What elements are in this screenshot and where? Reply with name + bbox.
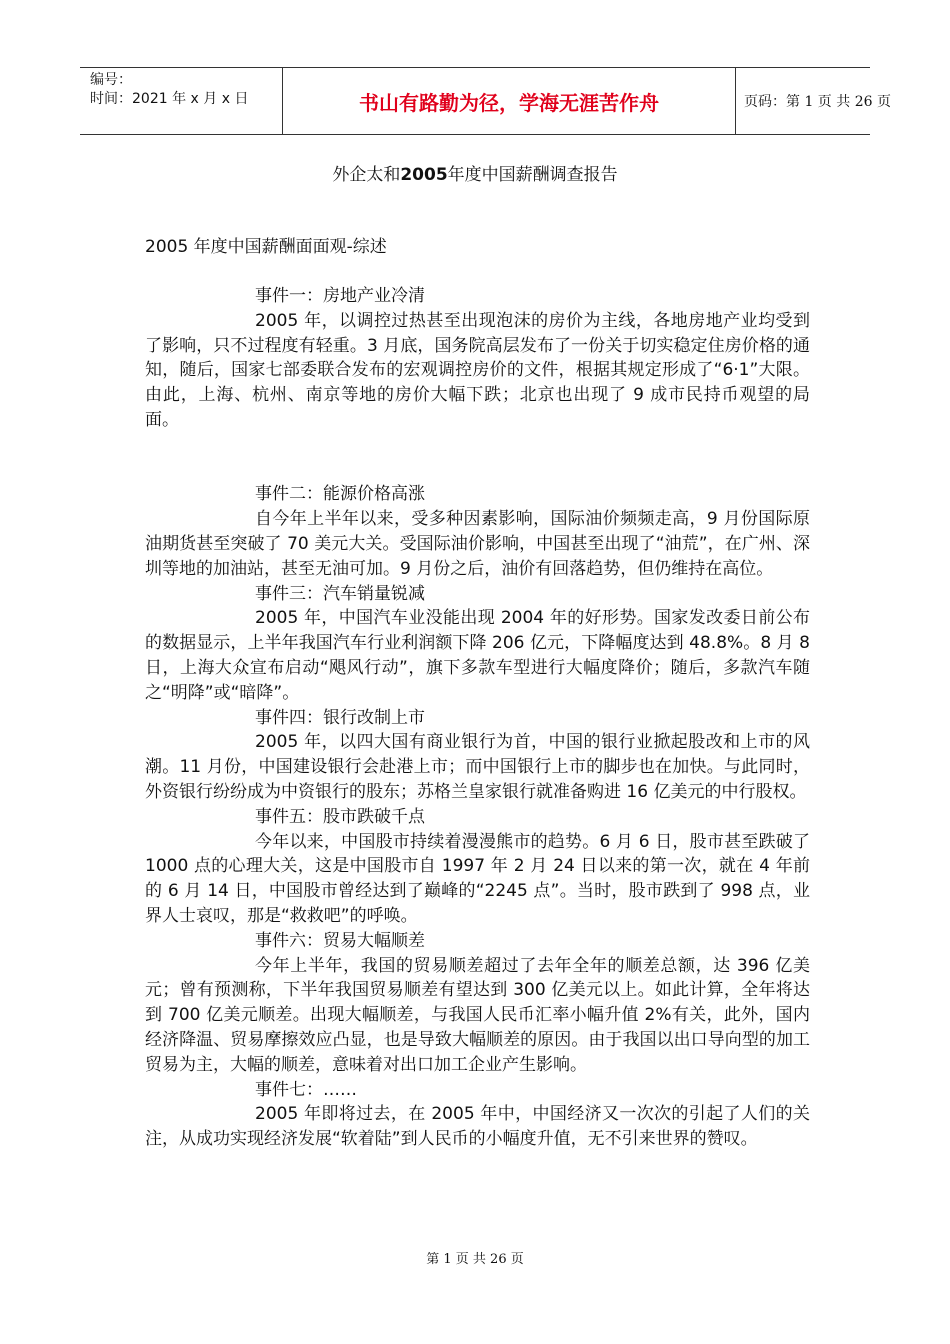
section-body: 今年上半年，我国的贸易顺差超过了去年全年的顺差总额，达 396 亿美元；曾有预测称，下半年我国贸易顺差有望达到 300 亿美元以上。如此计算，全年将达到 700 亿美元顺差。出现大幅顺差，与我国人民币汇率小幅升值 2%有关，此外，国内经济降温、贸易摩擦效应凸显，也是导致大幅顺差的原因。由于我国以出口导向型的加工贸易为主，大幅的顺差，意味着对出口加工企业产生影响。 bbox=[145, 955, 810, 1075]
number-label: 编号： bbox=[90, 72, 132, 88]
section-heading: 事件七：…… bbox=[255, 1079, 357, 1100]
title-prefix: 外企太和 bbox=[332, 165, 401, 185]
blank-line bbox=[145, 458, 810, 483]
section-heading: 事件六：贸易大幅顺差 bbox=[255, 930, 425, 951]
document-body bbox=[145, 284, 810, 1152]
document-title bbox=[0, 160, 950, 185]
page-code-cell bbox=[736, 68, 891, 134]
section-body: 自今年上半年以来，受多种因素影响，国际油价频频走高，9 月份国际原油期货甚至突破了 70 美元大关。受国际油价影响，中国甚至出现了“油荒”，在广州、深圳等地的加油站，甚至无油可加。9 月份之后，油价有回落趋势，但仍维持在高位。 bbox=[145, 509, 810, 579]
section-heading: 事件一：房地产业冷清 bbox=[255, 286, 425, 306]
page-footer: 第 1 页 共 26 页 bbox=[426, 1252, 524, 1267]
section-body: 2005 年，以四大国有商业银行为首，中国的银行业掀起股改和上市的风潮。11 月份，中国建设银行会赴港上市；而中国银行上市的脚步也在加快。与此同时，外资银行纷纷成为中资银行的股东；苏格兰皇家银行就准备购进 16 亿美元的中行股权。 bbox=[145, 732, 810, 802]
motto-cell bbox=[282, 68, 736, 134]
motto-text: 书山有路勤为径，学海无涯苦作舟 bbox=[359, 90, 659, 115]
page-code-text: 页码：第 1 页 共 26 页 bbox=[744, 94, 891, 110]
section-body: 今年以来，中国股市持续着漫漫熊市的趋势。6 月 6 日，股市甚至跌破了 1000 点的心理大关，这是中国股市自 1997 年 2 月 24 日以来的第一次，就在 4 年前的 6 月 14 日，中国股市曾经达到了巅峰的“2245 点”。当时，股市跌到了 998 点，业界人士哀叹，那是“救救吧”的呼唤。 bbox=[145, 831, 810, 926]
title-year: 2005 bbox=[400, 165, 448, 185]
section-heading: 事件五：股市跌破千点 bbox=[255, 806, 425, 827]
title-suffix: 年度中国薪酬调查报告 bbox=[447, 165, 618, 185]
section-body: 2005 年，中国汽车业没能出现 2004 年的好形势。国家发改委日前公布的数据显示，上半年我国汽车行业利润额下降 206 亿元，下降幅度达到 48.8%。8 月 8 日，上海大众宣布启动“飓风行动”，旗下多款车型进行大幅度降价；随后，多款汽车随之“明降”或“暗降”。 bbox=[145, 608, 810, 703]
blank-line bbox=[145, 433, 810, 458]
section-heading: 事件四：银行改制上市 bbox=[255, 707, 425, 728]
section-body: 2005 年即将过去，在 2005 年中，中国经济又一次次的引起了人们的关注，从成功实现经济发展“软着陆”到人民币的小幅度升值，无不引来世界的赞叹。 bbox=[145, 1104, 810, 1150]
header-meta-cell bbox=[80, 68, 282, 134]
section-heading: 事件二：能源价格高涨 bbox=[255, 484, 425, 505]
date-label: 时间：2021 年 x 月 x 日 bbox=[90, 91, 249, 107]
section-heading: 事件三：汽车销量锐减 bbox=[255, 583, 425, 604]
document-subtitle: 2005 年度中国薪酬面面观-综述 bbox=[145, 237, 387, 257]
section-body: 2005 年，以调控过热甚至出现泡沫的房价为主线，各地房地产业均受到了影响，只不过程度有轻重。3 月底，国务院高层发布了一份关于切实稳定住房价格的通知，随后，国家七部委联合发布的宏观调控房价的文件，根据其规定形成了“6·1”大限。由此，上海、杭州、南京等地的房价大幅下跌；北京也出现了 9 成市民持币观望的局面。 bbox=[145, 310, 810, 430]
header-table bbox=[80, 67, 891, 135]
